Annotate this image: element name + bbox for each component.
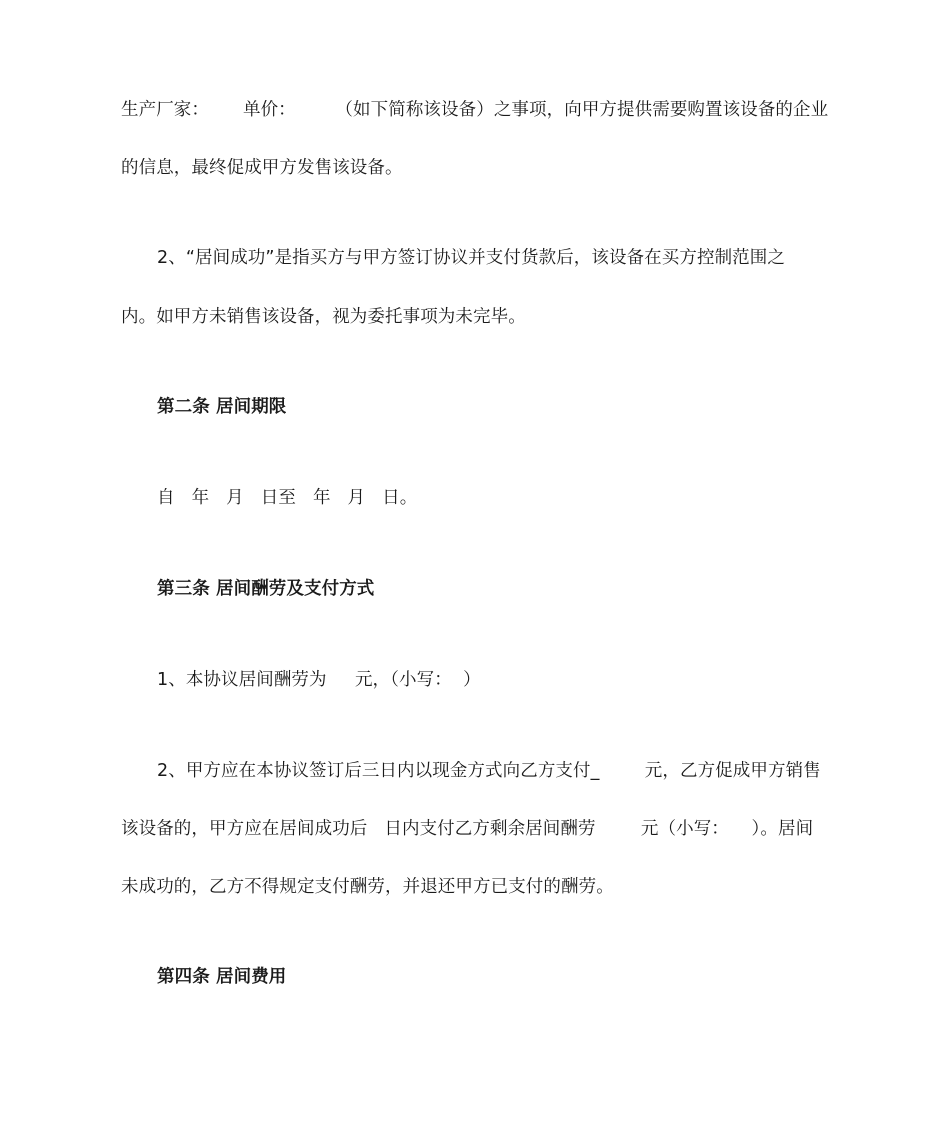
article-2-body: 自 年 月 日至 年 月 日。: [157, 488, 418, 508]
paragraph-2-line-2: 内。如甲方未销售该设备，视为委托事项为未完毕。: [121, 307, 526, 327]
article-3-item-2-line-2: 该设备的，甲方应在居间成功后 日内支付乙方剩余居间酬劳 元（小写： ）。居间: [121, 819, 814, 839]
paragraph-1-line-2: 的信息，最终促成甲方发售该设备。: [121, 158, 403, 178]
article-3-item-2-line-1: 2、甲方应在本协议签订后三日内以现金方式向乙方支付_ 元，乙方促成甲方销售: [157, 761, 821, 781]
article-3-item-2-line-3: 未成功的，乙方不得规定支付酬劳，并退还甲方已支付的酬劳。: [121, 877, 614, 897]
article-2-heading: 第二条 居间期限: [157, 397, 287, 417]
paragraph-2-line-1: 2、“居间成功”是指买方与甲方签订协议并支付货款后，该设备在买方控制范围之: [157, 248, 785, 268]
article-4-heading: 第四条 居间费用: [157, 967, 287, 987]
article-3-item-1: 1、本协议居间酬劳为 元，（小写： ）: [157, 670, 481, 690]
article-3-heading: 第三条 居间酬劳及支付方式: [157, 579, 375, 599]
paragraph-1-line-1: 生产厂家： 单价： （如下简称该设备）之事项，向甲方提供需要购置该设备的企业: [121, 100, 829, 120]
